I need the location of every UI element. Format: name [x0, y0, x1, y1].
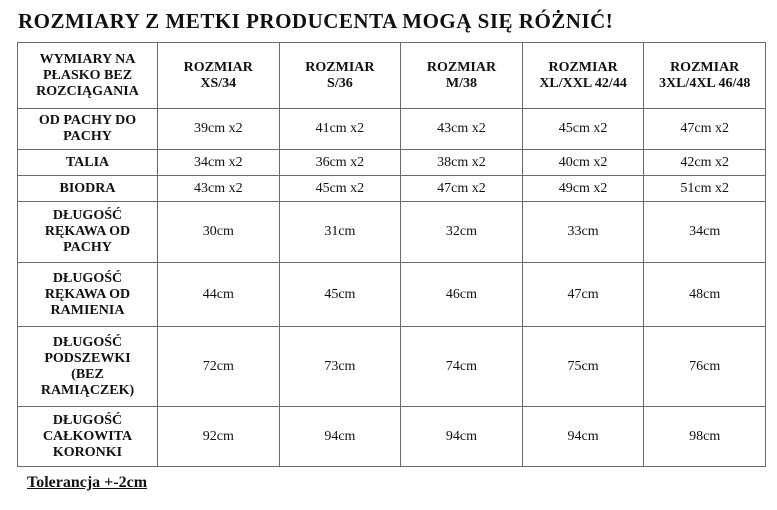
row-label-sleeve-from-shoulder: DŁUGOŚĆ RĘKAWA OD RAMIENIA — [18, 263, 158, 327]
table-cell: 75cm — [522, 327, 644, 407]
header-size-xs: ROZMIAR XS/34 — [158, 43, 280, 109]
table-row — [18, 263, 766, 327]
table-cell: 47cm x2 — [644, 109, 766, 150]
table-cell: 49cm x2 — [522, 176, 644, 202]
table-cell: 32cm — [401, 202, 523, 263]
table-cell: 48cm — [644, 263, 766, 327]
table-cell: 38cm x2 — [401, 150, 523, 176]
tolerance-note: Tolerancja +-2cm — [27, 474, 148, 491]
table-cell: 42cm x2 — [644, 150, 766, 176]
table-cell: 92cm — [158, 407, 280, 467]
table-row — [18, 407, 766, 467]
table-cell: 40cm x2 — [522, 150, 644, 176]
table-cell: 43cm x2 — [158, 176, 280, 202]
table-cell: 47cm x2 — [401, 176, 523, 202]
table-cell: 46cm — [401, 263, 523, 327]
table-cell: 76cm — [644, 327, 766, 407]
table-row — [18, 150, 766, 176]
table-cell: 51cm x2 — [644, 176, 766, 202]
page-title: ROZMIARY Z METKI PRODUCENTA MOGĄ SIĘ RÓŻNIĆ! — [18, 9, 614, 33]
table-cell: 98cm — [644, 407, 766, 467]
table-cell: 41cm x2 — [279, 109, 401, 150]
table-row — [18, 202, 766, 263]
row-label-hips: BIODRA — [18, 176, 158, 202]
row-label-lining-length: DŁUGOŚĆ PODSZEWKI (BEZ RAMIĄCZEK) — [18, 327, 158, 407]
header-size-xl-xxl: ROZMIAR XL/XXL 42/44 — [522, 43, 644, 109]
table-cell: 45cm x2 — [279, 176, 401, 202]
table-cell: 34cm x2 — [158, 150, 280, 176]
row-label-sleeve-from-armpit: DŁUGOŚĆ RĘKAWA OD PACHY — [18, 202, 158, 263]
table-cell: 34cm — [644, 202, 766, 263]
table-cell: 45cm x2 — [522, 109, 644, 150]
table-cell: 45cm — [279, 263, 401, 327]
size-table — [17, 42, 766, 467]
table-cell: 47cm — [522, 263, 644, 327]
table-cell: 30cm — [158, 202, 280, 263]
table-row — [18, 327, 766, 407]
table-cell: 94cm — [279, 407, 401, 467]
header-dimensions-label: WYMIARY NA PŁASKO BEZ ROZCIĄGANIA — [18, 43, 158, 109]
row-label-waist: TALIA — [18, 150, 158, 176]
row-label-chest: OD PACHY DO PACHY — [18, 109, 158, 150]
table-cell: 31cm — [279, 202, 401, 263]
header-size-3xl-4xl: ROZMIAR 3XL/4XL 46/48 — [644, 43, 766, 109]
table-cell: 36cm x2 — [279, 150, 401, 176]
table-cell: 94cm — [522, 407, 644, 467]
row-label-total-lace-length: DŁUGOŚĆ CAŁKOWITA KORONKI — [18, 407, 158, 467]
table-row — [18, 109, 766, 150]
table-cell: 43cm x2 — [401, 109, 523, 150]
table-cell: 72cm — [158, 327, 280, 407]
table-cell: 44cm — [158, 263, 280, 327]
table-cell: 73cm — [279, 327, 401, 407]
table-cell: 39cm x2 — [158, 109, 280, 150]
header-size-m: ROZMIAR M/38 — [401, 43, 523, 109]
table-cell: 33cm — [522, 202, 644, 263]
table-row — [18, 176, 766, 202]
table-header-row — [18, 43, 766, 109]
table-cell: 74cm — [401, 327, 523, 407]
header-size-s: ROZMIAR S/36 — [279, 43, 401, 109]
table-cell: 94cm — [401, 407, 523, 467]
